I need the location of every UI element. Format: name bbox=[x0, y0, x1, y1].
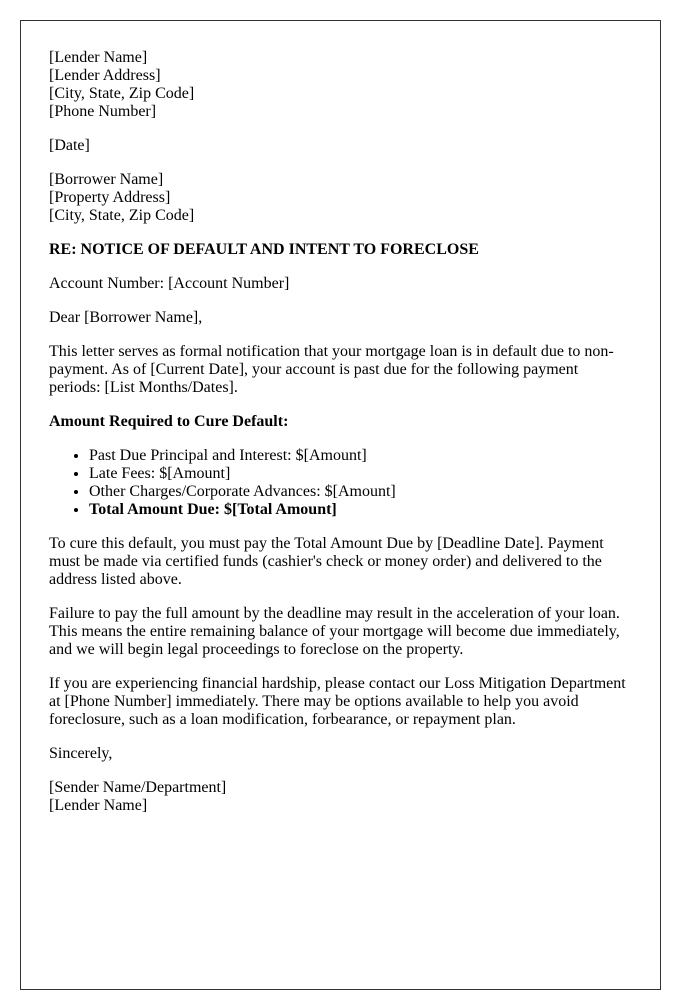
property-address: [Property Address] bbox=[49, 189, 171, 206]
signature-block bbox=[49, 779, 632, 815]
amount-item-other-charges: • Other Charges/Corporate Advances: $[Amount] bbox=[89, 483, 632, 501]
subject-line: RE: NOTICE OF DEFAULT AND INTENT TO FORECLOSE bbox=[49, 241, 479, 258]
lender-address-block bbox=[49, 49, 632, 121]
salutation: Dear [Borrower Name], bbox=[49, 309, 203, 326]
lender-phone: [Phone Number] bbox=[49, 103, 157, 120]
borrower-name: [Borrower Name] bbox=[49, 171, 164, 188]
account-number: Account Number: [Account Number] bbox=[49, 275, 290, 292]
letter-date: [Date] bbox=[49, 137, 90, 154]
acceleration-warning-paragraph: Failure to pay the full amount by the deadline may result in the acceleration of your loan. This means the entire remaining balance of your mortgage will become due immediately, and we will begin legal proceedings to foreclose on the property. bbox=[49, 605, 620, 658]
amount-item-principal-interest: • Past Due Principal and Interest: $[Amount] bbox=[89, 447, 632, 465]
borrower-address-block bbox=[49, 171, 632, 225]
borrower-city-state-zip: [City, State, Zip Code] bbox=[49, 207, 195, 224]
amount-item-total-due: • Total Amount Due: $[Total Amount] bbox=[89, 501, 632, 519]
amount-list bbox=[49, 447, 632, 519]
lender-name: [Lender Name] bbox=[49, 49, 148, 66]
foreclosure-notice-letter bbox=[20, 20, 661, 990]
closing: Sincerely, bbox=[49, 745, 113, 762]
cure-instructions-paragraph: To cure this default, you must pay the Total Amount Due by [Deadline Date]. Payment must be made via certified funds (cashier's check or money order) and delivered to the address listed above. bbox=[49, 535, 604, 588]
hardship-paragraph: If you are experiencing financial hardship, please contact our Loss Mitigation Department at [Phone Number] immediately. There may be options available to help you avoid foreclosure, such as a loan modification, forbearance, or repayment plan. bbox=[49, 675, 626, 728]
lender-address: [Lender Address] bbox=[49, 67, 161, 84]
cure-amount-heading: Amount Required to Cure Default: bbox=[49, 413, 289, 430]
intro-paragraph: This letter serves as formal notification that your mortgage loan is in default due to non-payment. As of [Current Date], your account is past due for the following payment periods: [List Months/Dates]. bbox=[49, 343, 614, 396]
signature-lender-name: [Lender Name] bbox=[49, 797, 148, 814]
sender-name-department: [Sender Name/Department] bbox=[49, 779, 227, 796]
lender-city-state-zip: [City, State, Zip Code] bbox=[49, 85, 195, 102]
amount-item-late-fees: • Late Fees: $[Amount] bbox=[89, 465, 632, 483]
